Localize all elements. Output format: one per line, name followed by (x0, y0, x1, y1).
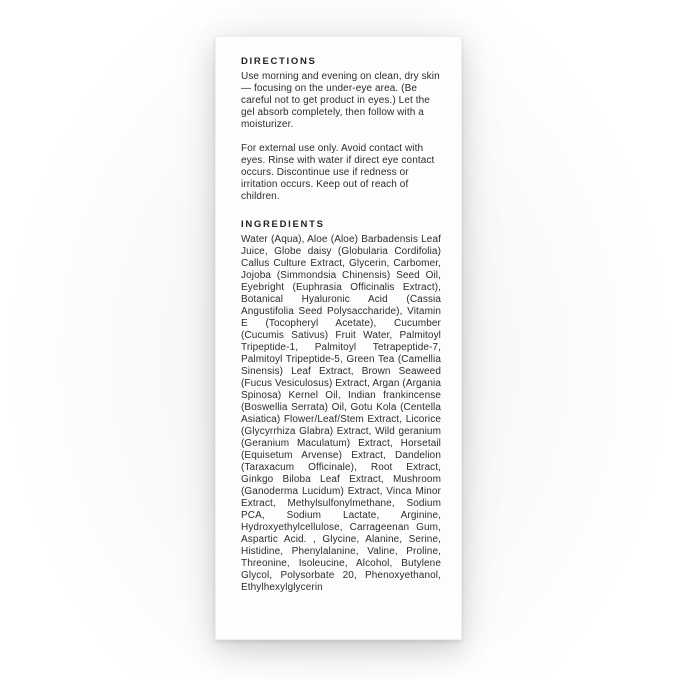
directions-section (241, 56, 441, 203)
packaging-back-panel (215, 36, 462, 640)
ingredients-heading: INGREDIENTS (241, 219, 325, 230)
directions-heading: DIRECTIONS (241, 56, 317, 67)
directions-paragraph-usage: Use morning and evening on clean, dry skin — focusing on the under-eye area. (Be careful not to get product in eyes.) Let the gel absorb completely, then follow with a moisturizer. (241, 71, 440, 130)
directions-paragraph-warning: For external use only. Avoid contact with eyes. Rinse with water if direct eye contact occurs. Discontinue use if redness or irritation occurs. Keep out of reach of children. (241, 143, 435, 202)
ingredients-section (241, 219, 441, 594)
ingredients-list-text: Water (Aqua), Aloe (Aloe) Barbadensis Leaf Juice, Globe daisy (Globularia Cordifolia) Callus Culture Extract, Glycerin, Carbomer, Jojoba (Simmondsia Chinensis) Seed Oil, Eyebright (Euphrasia Officinalis Extract), Botanical Hyaluronic Acid (Cassia Angustifolia Seed Polysaccharide), Vitamin E (Tocopheryl Acetate), Cucumber (Cucumis Sativus) Fruit Water, Palmitoyl Tripeptide-1, Palmitoyl Tetrapeptide-7, Palmitoyl Tripeptide-5, Green Tea (Camellia Sinensis) Leaf Extract, Brown Seaweed (Fucus Vesiculosus) Extract, Argan (Argania Spinosa) Kernel Oil, Indian frankincense (Boswellia Serrata) Oil, Gotu Kola (Centella Asiatica) Flower/Leaf/Stem Extract, Licorice (Glycyrrhiza Glabra) Extract, Wild geranium (Geranium Maculatum) Extract, Horsetail (Equisetum Arvense) Extract, Dandelion (Taraxacum Officinale), Root Extract, Ginkgo Biloba Leaf Extract, Mushroom (Ganoderma Lucidum) Extract, Vinca Minor Extract, Methylsulfonylmethane, Sodium PCA, Sodium Lactate, Arginine, Hydroxyethylcellulose, Carrageenan Gum, Aspartic Acid. , Glycine, Alanine, Serine, Histidine, Phenylalanine, Valine, Proline, Threonine, Isoleucine, Alcohol, Butylene Glycol, Polysorbate 20, Phenoxyethanol, Ethylhexylglycerin (241, 234, 441, 593)
